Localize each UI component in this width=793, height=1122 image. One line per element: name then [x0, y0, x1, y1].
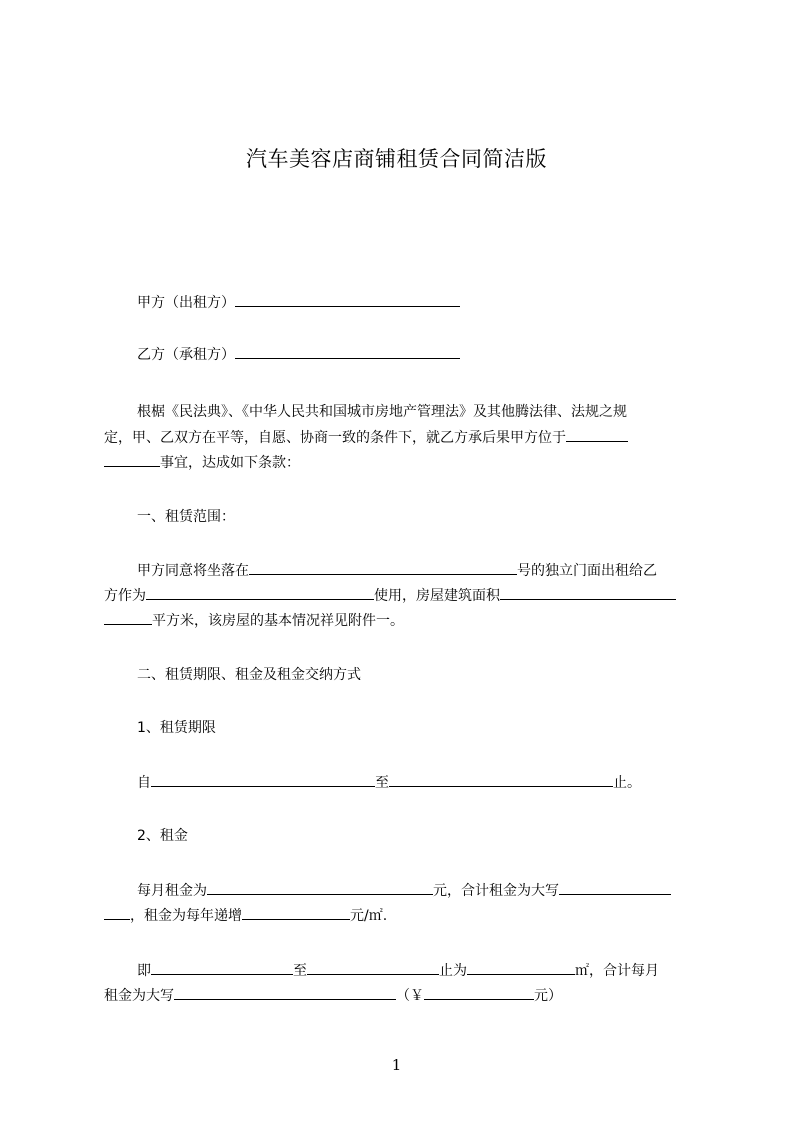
sec1-text-2b: 使用，房屋建筑面积: [374, 588, 500, 604]
section-1-line-3: [104, 610, 704, 631]
party-b-blank[interactable]: [235, 344, 460, 359]
intro-line-3: [104, 452, 704, 473]
sec1-text-1b: 号的独立门面出租给乙: [517, 563, 657, 579]
rent-increase-blank[interactable]: [242, 905, 350, 920]
monthly-rent-blank[interactable]: [207, 880, 433, 895]
calc-area-blank[interactable]: [467, 960, 575, 975]
intro-text-1: 根椐《民法典》、《中华人民共和国城市房地产管理法》及其他腾法律、法规之规: [137, 404, 627, 420]
calc-text-2a: 租金为大写: [104, 988, 174, 1004]
subsection-2-heading: 2、租金: [137, 828, 188, 844]
calc-text-1a: 即: [137, 963, 151, 979]
party-a-label: 甲方（出租方）: [137, 295, 235, 311]
location-blank[interactable]: [566, 427, 628, 442]
rent-text-1b: 元，合计租金为大写: [433, 883, 559, 899]
rent-text-2a: ，租金为每年递增: [130, 908, 242, 924]
intro-line-1: [137, 402, 737, 422]
intro-text-3: 事宜，达成如下条款：: [160, 455, 300, 471]
calc-line-1: [137, 960, 737, 981]
usage-blank[interactable]: [146, 585, 374, 600]
term-end-text: 止。: [613, 775, 641, 791]
intro-line-2: [104, 427, 704, 448]
term-line: [137, 772, 737, 793]
party-a-blank[interactable]: [235, 292, 460, 307]
calc-start-blank[interactable]: [151, 960, 293, 975]
calc-text-1d: ㎡，合计每月: [575, 963, 659, 979]
area-blank-cont[interactable]: [104, 610, 152, 625]
section-2-heading: 二、租赁期限、租金及租金交纳方式: [137, 667, 361, 683]
rent-line-1: [137, 880, 737, 901]
calc-text-1c: 止为: [439, 963, 467, 979]
rent-words-blank-cont[interactable]: [104, 905, 130, 920]
sec1-text-3: 平方米，该房屋的基本情况祥见附件一。: [152, 613, 404, 629]
subsection-1-heading: 1、租赁期限: [137, 720, 216, 736]
area-blank[interactable]: [500, 585, 676, 600]
term-to-text: 至: [375, 775, 389, 791]
calc-line-2: [104, 985, 704, 1006]
sec1-text-1a: 甲方同意将坐落在: [137, 563, 249, 579]
calc-amount-blank[interactable]: [424, 985, 534, 1000]
calc-text-2b: （￥: [396, 988, 424, 1004]
term-from-text: 自: [137, 775, 151, 791]
document-title: 汽车美容店商铺租赁合同简洁版: [246, 147, 547, 171]
location-blank-cont[interactable]: [104, 452, 160, 467]
address-blank[interactable]: [249, 560, 517, 575]
term-end-blank[interactable]: [389, 772, 613, 787]
intro-text-2: 定，甲、乙双方在平等，自愿、协商一致的条件下，就乙方承后果甲方位于: [104, 430, 566, 446]
calc-text-2c: 元）: [534, 988, 562, 1004]
section-1-line-2: [104, 585, 704, 606]
party-b-line: [137, 344, 737, 365]
section-1-heading: 一、租赁范围：: [137, 509, 235, 525]
term-start-blank[interactable]: [151, 772, 375, 787]
rent-text-2b: 元/㎡.: [350, 908, 388, 924]
calc-text-1b: 至: [293, 963, 307, 979]
page-number: 1: [391, 1056, 402, 1074]
calc-end-blank[interactable]: [307, 960, 439, 975]
rent-words-blank[interactable]: [559, 880, 671, 895]
party-b-label: 乙方（承租方）: [137, 347, 235, 363]
calc-words-blank[interactable]: [174, 985, 396, 1000]
party-a-line: [137, 292, 737, 313]
section-1-line-1: [137, 560, 737, 581]
rent-line-2: [104, 905, 704, 926]
sec1-text-2a: 方作为: [104, 588, 146, 604]
rent-text-1a: 每月租金为: [137, 883, 207, 899]
